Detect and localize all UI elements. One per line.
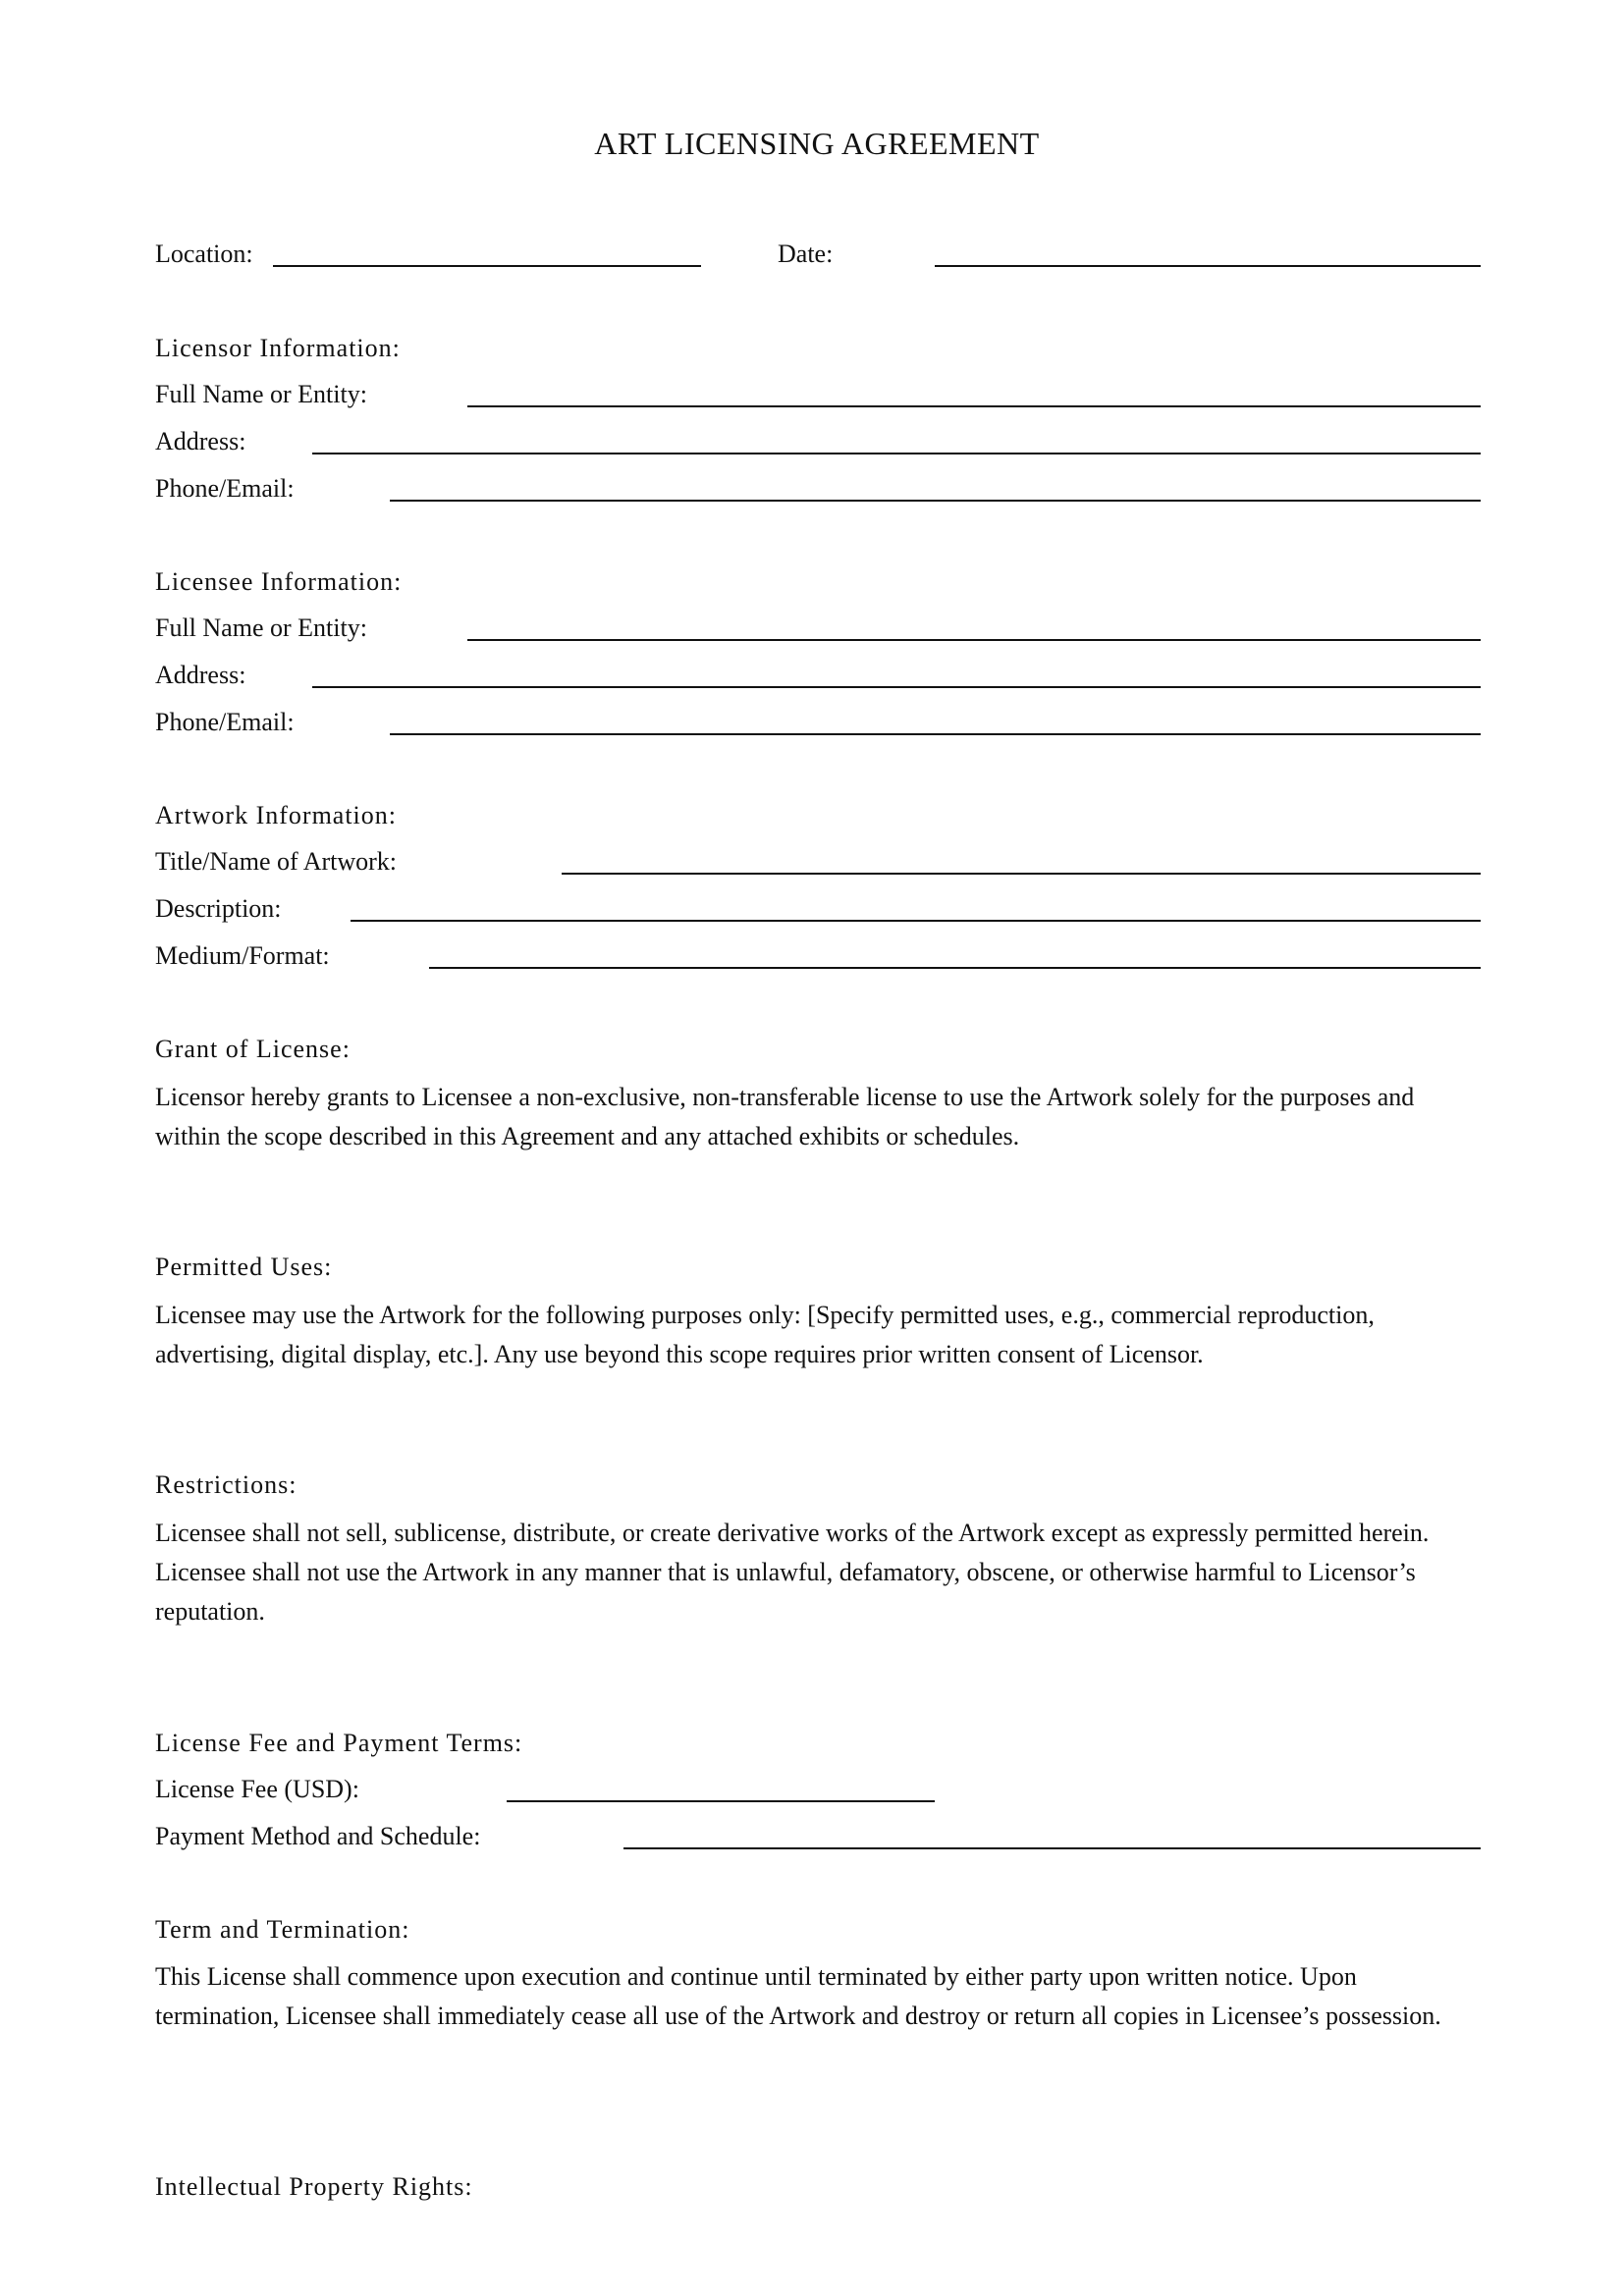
licensor-contact-label: Phone/Email: [155, 474, 295, 503]
artwork-description-field[interactable] [351, 920, 1481, 922]
licensee-address-field[interactable] [312, 686, 1481, 688]
license-fee-label: License Fee (USD): [155, 1775, 359, 1803]
date-field[interactable] [935, 265, 1481, 267]
location-label: Location: [155, 240, 253, 268]
artwork-medium-field[interactable] [429, 967, 1481, 969]
term-text: This License shall commence upon execution and continue until terminated by either party upon written notice. Upon termination, Licensee shall immediately cease all use of the Artwork and destroy or return all copies in Licensee’s possession. [155, 1962, 1441, 2030]
license-fee-field[interactable] [507, 1800, 935, 1802]
licensor-address-field[interactable] [312, 453, 1481, 454]
fees-heading: License Fee and Payment Terms: [155, 1729, 523, 1757]
licensor-name-label: Full Name or Entity: [155, 380, 367, 408]
licensee-contact-field[interactable] [390, 733, 1481, 735]
location-field[interactable] [273, 265, 701, 267]
licensee-heading: Licensee Information: [155, 567, 403, 596]
artwork-title-label: Title/Name of Artwork: [155, 847, 398, 876]
artwork-title-field[interactable] [562, 873, 1481, 875]
date-label: Date: [778, 240, 834, 268]
artwork-heading: Artwork Information: [155, 801, 398, 829]
grant-text: Licensor hereby grants to Licensee a non-exclusive, non-transferable license to use the Artwork solely for the purposes and within the scope described in this Agreement and any attached exhibits or schedules. [155, 1083, 1415, 1150]
payment-method-field[interactable] [623, 1847, 1481, 1849]
licensee-contact-label: Phone/Email: [155, 708, 295, 736]
artwork-medium-label: Medium/Format: [155, 941, 330, 970]
term-heading: Term and Termination: [155, 1915, 410, 1944]
document-title: ART LICENSING AGREEMENT [594, 126, 1040, 161]
licensor-contact-field[interactable] [390, 500, 1481, 502]
licensee-name-field[interactable] [467, 639, 1481, 641]
restrictions-text: Licensee shall not sell, sublicense, distribute, or create derivative works of the Artwork except as expressly permitted herein. Licensee shall not use the Artwork in any manner that is unlawful, defamatory, obscene, or otherwise harmful to Licensor’s reputation. [155, 1519, 1430, 1626]
licensor-address-label: Address: [155, 427, 246, 455]
grant-heading: Grant of License: [155, 1035, 351, 1063]
licensor-heading: Licensor Information: [155, 334, 401, 362]
ip-heading: Intellectual Property Rights: [155, 2172, 473, 2201]
artwork-description-label: Description: [155, 894, 282, 923]
licensee-name-label: Full Name or Entity: [155, 614, 367, 642]
permitted-uses-heading: Permitted Uses: [155, 1253, 333, 1281]
permitted-uses-text: Licensee may use the Artwork for the following purposes only: [Specify permitted uses, e.g., commercial reproduction, advertising, digital display, etc.]. Any use beyond this scope requires prior written consent of Licensor. [155, 1301, 1375, 1368]
licensee-address-label: Address: [155, 661, 246, 689]
payment-method-label: Payment Method and Schedule: [155, 1822, 481, 1850]
licensor-name-field[interactable] [467, 405, 1481, 407]
restrictions-heading: Restrictions: [155, 1470, 298, 1499]
